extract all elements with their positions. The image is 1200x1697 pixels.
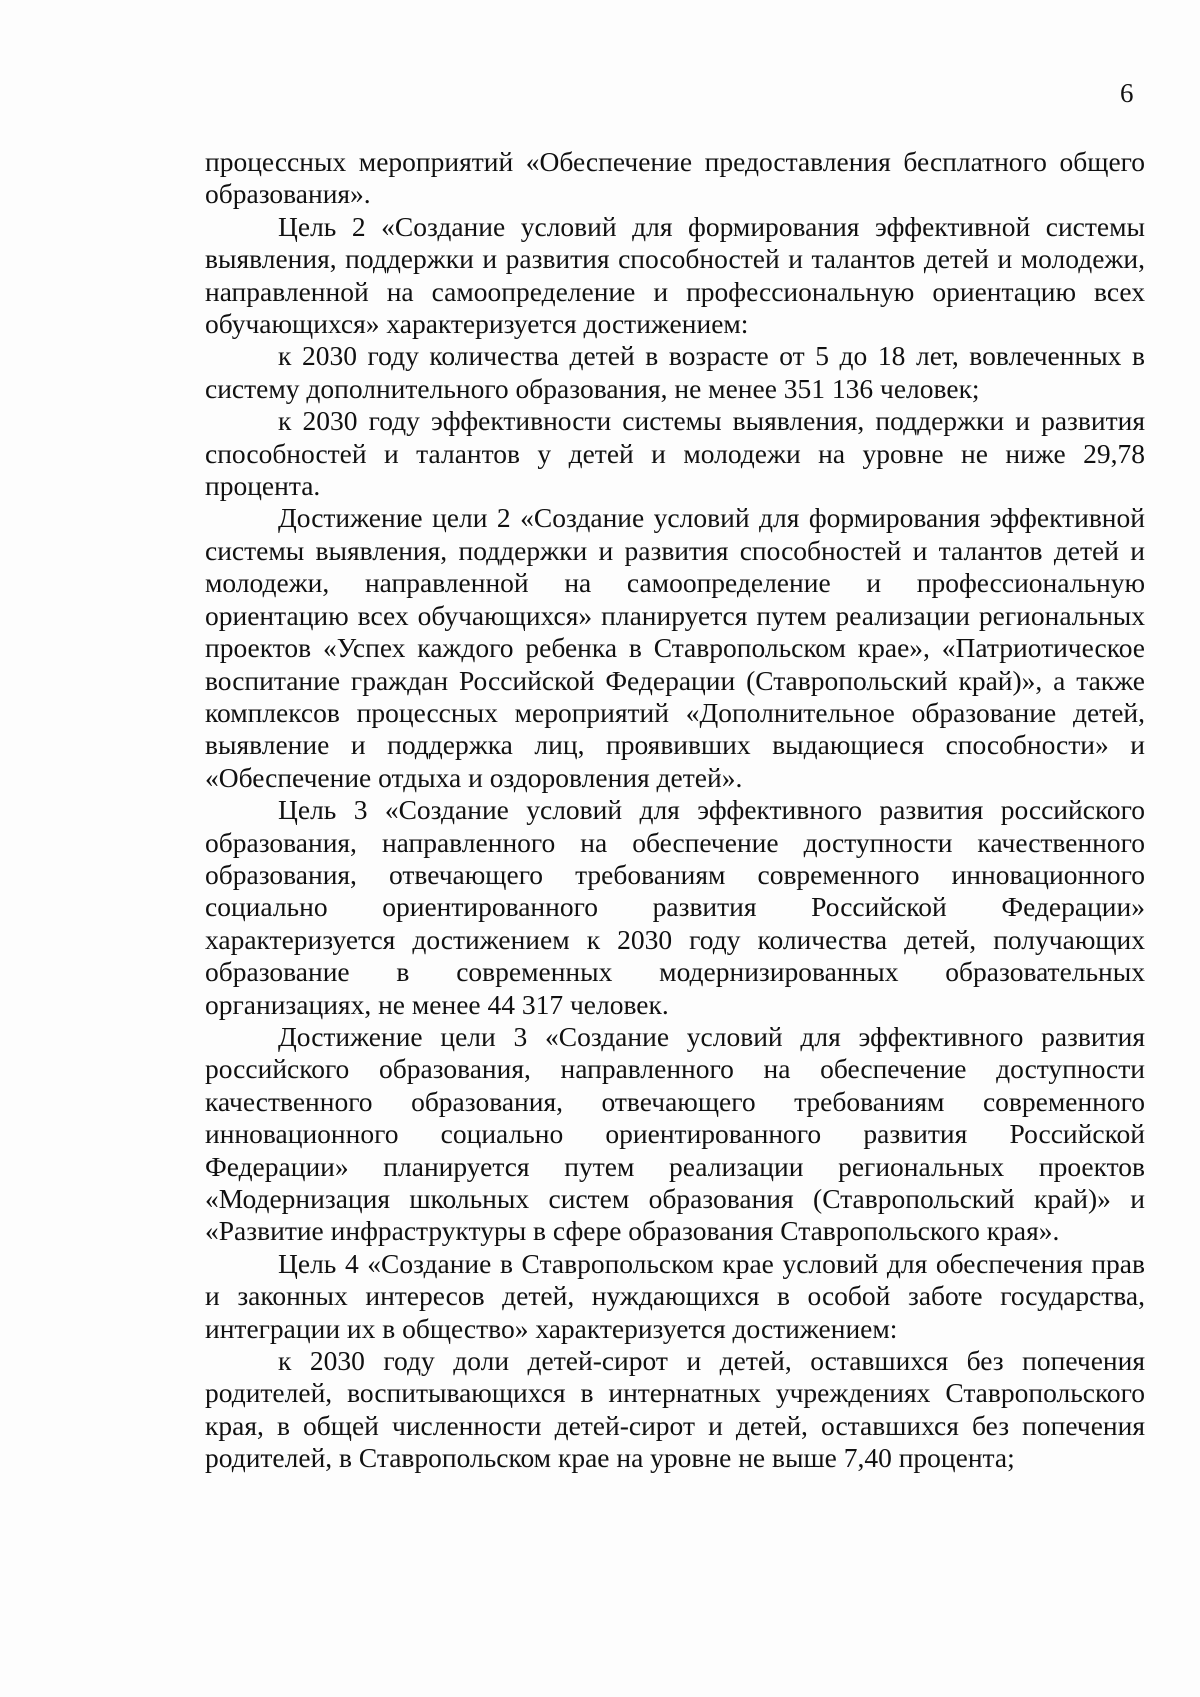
paragraph: Цель 4 «Создание в Ставропольском крае условий для обеспечения прав и законных интересов детей, нуждающихся в особой заботе государства, интеграции их в общество» характеризуется достижением: [205,1247,1145,1344]
paragraph: Достижение цели 3 «Создание условий для эффективного развития российского образования, направленного на обеспечение доступности качественного образования, отвечающего требованиям современного инновационного социально ориентированного развития Российской Федерации» планируется путем реализации региональных проектов «Модернизация школьных систем образования (Ставропольский край)» и «Развитие инфраструктуры в сфере образования Ставропольского края». [205,1020,1145,1247]
paragraph: к 2030 году доли детей-сирот и детей, оставшихся без попечения родителей, воспитывающихся в интернатных учреждениях Ставропольского края, в общей численности детей-сирот и детей, оставшихся без попечения родителей, в Ставропольском крае на уровне не выше 7,40 процента; [205,1345,1145,1474]
paragraph: процессных мероприятий «Обеспечение предоставления бесплатного общего образования». [205,146,1145,210]
paragraph: Цель 2 «Создание условий для формирования эффективной системы выявления, поддержки и развития способностей и талантов детей и молодежи, направленной на самоопределение и профессиональную ориентацию всех обучающихся» характеризуется достижением: [205,210,1145,340]
document-body [205,146,1145,1475]
paragraph: к 2030 году количества детей в возрасте от 5 до 18 лет, вовлеченных в систему дополнительного образования, не менее 351 136 человек; [205,340,1145,404]
paragraph: к 2030 году эффективности системы выявления, поддержки и развития способностей и талантов у детей и молодежи на уровне не ниже 29,78 процента. [205,405,1145,502]
paragraph: Цель 3 «Создание условий для эффективного развития российского образования, направленного на обеспечение доступности качественного образования, отвечающего требованиям современного инновационного социально ориентированного развития Российской Федерации» характеризуется достижением к 2030 году количества детей, получающих образование в современных модернизированных образовательных организациях, не менее 44 317 человек. [205,794,1145,1020]
page-number: 6 [1120,78,1134,108]
paragraph: Достижение цели 2 «Создание условий для формирования эффективной системы выявления, поддержки и развития способностей и талантов детей и молодежи, направленной на самоопределение и профессиональную ориентацию всех обучающихся» планируется путем реализации региональных проектов «Успех каждого ребенка в Ставропольском крае», «Патриотическое воспитание граждан Российской Федерации (Ставропольский край)», а также комплексов процессных мероприятий «Дополнительное образование детей, выявление и поддержка лиц, проявивших выдающиеся способности» и «Обеспечение отдыха и оздоровления детей». [205,502,1145,793]
